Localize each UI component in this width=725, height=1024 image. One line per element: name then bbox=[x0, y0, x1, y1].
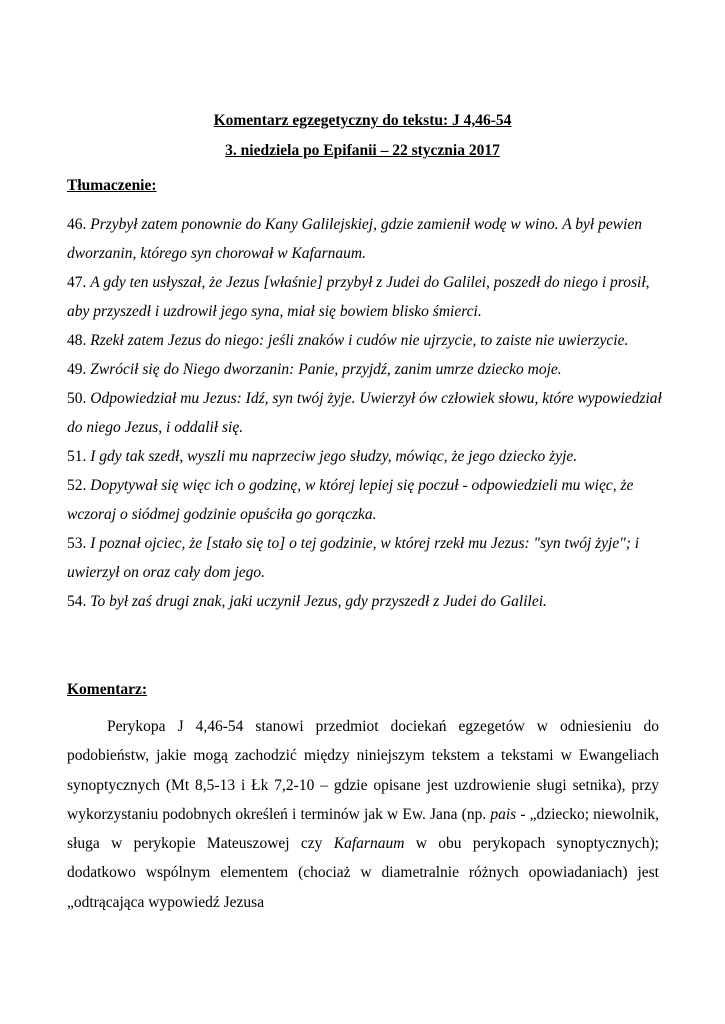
verse-number: 50. bbox=[67, 390, 87, 407]
verse-text: Zwrócił się do Niego dworzanin: Panie, przyjdź, zanim umrze dziecko moje. bbox=[90, 361, 562, 378]
commentary-term-pais: pais bbox=[490, 805, 517, 823]
commentary-term-kafarnaum: Kafarnaum bbox=[333, 835, 405, 853]
verse-text: Dopytywał się więc ich o godzinę, w której lepiej się poczuł - odpowiedzieli mu więc, że wczoraj o siódmej godzinie opuściła go gorączka. bbox=[67, 477, 634, 523]
document-title: Komentarz egzegetyczny do tekstu: J 4,46-54 bbox=[213, 112, 512, 129]
commentary-text-part-3: w obu perykopach synoptycznych); dodatkowo wspólnym elementem (chociaż w diametralnie różnych opowiadaniach) jest „odtrącająca wypowiedź Jezusa bbox=[67, 835, 659, 911]
verse-number: 54. bbox=[67, 593, 87, 610]
verse-text: A gdy ten usłyszał, że Jezus [właśnie] przybył z Judei do Galilei, poszedł do niego i prosił, aby przyszedł i uzdrowił jego syna, miał się bowiem blisko śmierci. bbox=[67, 274, 650, 320]
verse bbox=[67, 210, 667, 268]
commentary-text-part-2: - „dziecko; niewolnik, sługa w perykopie Mateuszowej czy bbox=[67, 805, 659, 853]
verse bbox=[67, 326, 667, 355]
verse bbox=[67, 268, 667, 326]
commentary-text-part-1: Perykopa J 4,46-54 stanowi przedmiot dociekań egzegetów w odniesieniu do podobieństw, jakie mogą zachodzić między niniejszym tekstem a tekstami w Ewangeliach synoptycznych (Mt 8,5-13 i Łk 7,2-10 – gdzie opisane jest uzdrowienie sługi setnika), przy wykorzystaniu podobnych określeń i terminów jak w Ew. Jana (np. bbox=[67, 718, 659, 823]
document-subtitle: 3. niedziela po Epifanii – 22 stycznia 2017 bbox=[225, 142, 500, 159]
verse-text: To był zaś drugi znak, jaki uczynił Jezus, gdy przyszedł z Judei do Galilei. bbox=[90, 593, 547, 610]
verse bbox=[67, 442, 667, 471]
verse-number: 53. bbox=[67, 535, 87, 552]
verse-number: 46. bbox=[67, 216, 87, 233]
commentary-paragraph bbox=[67, 712, 659, 917]
verse-text: Rzekł zatem Jezus do niego: jeśli znaków i cudów nie ujrzycie, to zaiste nie uwierzycie. bbox=[90, 332, 629, 349]
verse-number: 49. bbox=[67, 361, 87, 378]
verse bbox=[67, 384, 667, 442]
verse-text: Przybył zatem ponownie do Kany Galilejskiej, gdzie zamienił wodę w wino. A był pewien dworzanin, którego syn chorował w Kafarnaum. bbox=[67, 216, 643, 262]
verse-text: Odpowiedział mu Jezus: Idź, syn twój żyje. Uwierzył ów człowiek słowu, które wypowiedział do niego Jezus, i oddalił się. bbox=[67, 390, 662, 436]
verse-text: I poznał ojciec, że [stało się to] o tej godzinie, w której rzekł mu Jezus: "syn twój żyje"; i uwierzył on oraz cały dom jego. bbox=[67, 535, 640, 581]
verse-text: I gdy tak szedł, wyszli mu naprzeciw jego słudzy, mówiąc, że jego dziecko żyje. bbox=[90, 448, 578, 465]
verse-number: 47. bbox=[67, 274, 87, 291]
verse-number: 48. bbox=[67, 332, 87, 349]
verse bbox=[67, 529, 667, 587]
verse bbox=[67, 355, 667, 384]
commentary-heading: Komentarz: bbox=[67, 681, 148, 698]
verse-number: 52. bbox=[67, 477, 87, 494]
verse-number: 51. bbox=[67, 448, 87, 465]
translation-verses bbox=[67, 210, 667, 616]
verse bbox=[67, 587, 667, 616]
verse bbox=[67, 471, 667, 529]
translation-heading: Tłumaczenie: bbox=[67, 177, 157, 194]
